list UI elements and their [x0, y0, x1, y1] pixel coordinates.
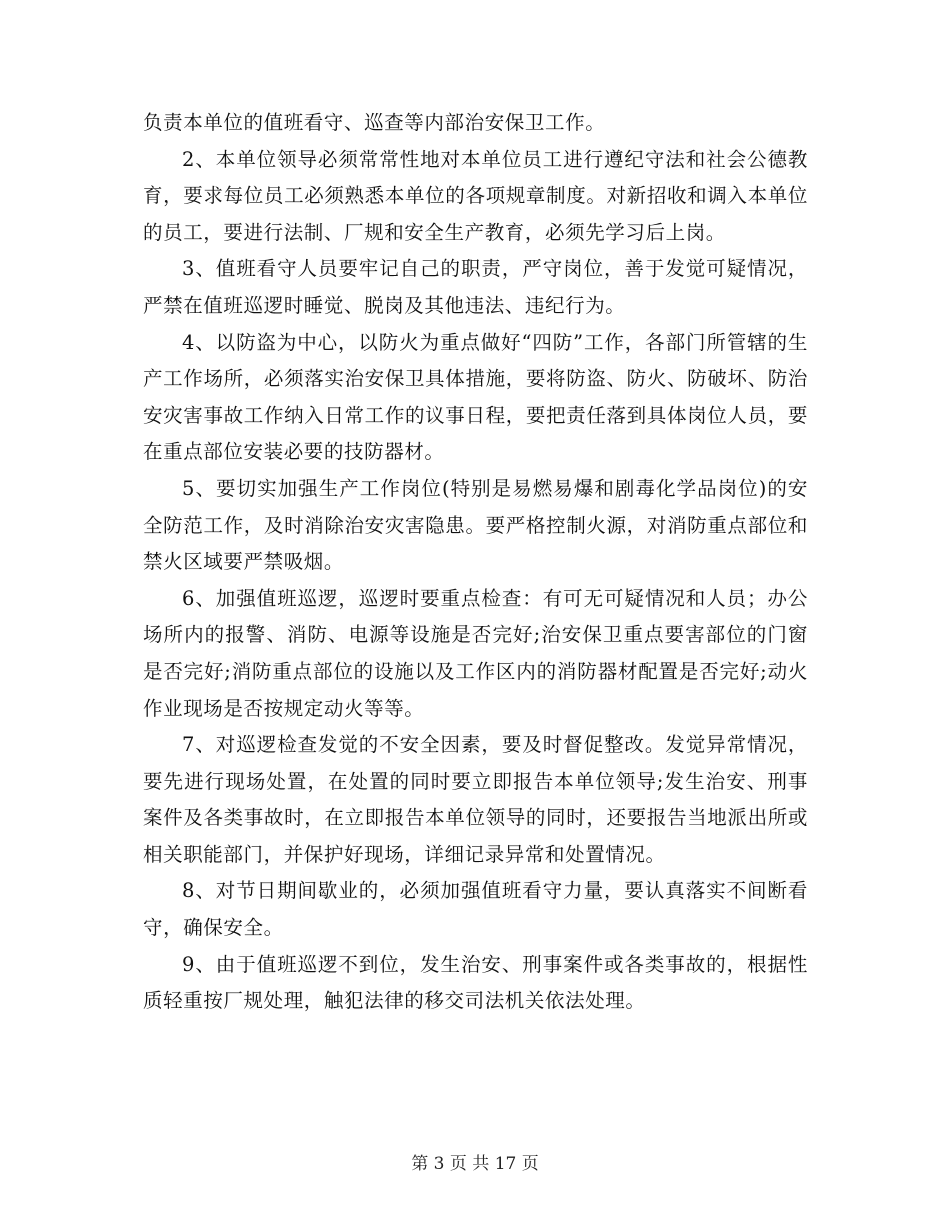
paragraph-item-5: 5、要切实加强生产工作岗位(特别是易燃易爆和剧毒化学品岗位)的安全防范工作，及时消除治安灾害隐患。要严格控制火源，对消防重点部位和禁火区域要严禁吸烟。 [143, 476, 808, 574]
page-footer [0, 1152, 950, 1176]
paragraph-item-2: 2、本单位领导必须常常性地对本单位员工进行遵纪守法和社会公德教育，要求每位员工必须熟悉本单位的各项规章制度。对新招收和调入本单位的员工，要进行法制、厂规和安全生产教育，必须先学习后上岗。 [143, 147, 808, 244]
paragraph-item-7: 7、对巡逻检查发觉的不安全因素，要及时督促整改。发觉异常情况，要先进行现场处置，在处置的同时要立即报告本单位领导;发生治安、刑事案件及各类事故时，在立即报告本单位领导的同时，还要报告当地派出所或相关职能部门，并保护好现场，详细记录异常和处置情况。 [143, 733, 808, 866]
paragraph-item-3: 3、值班看守人员要牢记自己的职责，严守岗位，善于发觉可疑情况，严禁在值班巡逻时睡觉、脱岗及其他违法、违纪行为。 [143, 257, 808, 317]
document-body [143, 105, 808, 1020]
paragraph-item-4: 4、以防盗为中心，以防火为重点做好“四防”工作，各部门所管辖的生产工作场所，必须落实治安保卫具体措施，要将防盗、防火、防破坏、防治安灾害事故工作纳入日常工作的议事日程，要把责任落到具体岗位人员，要在重点部位安装必要的技防器材。 [143, 330, 808, 464]
paragraph-item-9: 9、由于值班巡逻不到位，发生治安、刑事案件或各类事故的，根据性质轻重按厂规处理，触犯法律的移交司法机关依法处理。 [143, 952, 808, 1013]
paragraph-item-8: 8、对节日期间歇业的，必须加强值班看守力量，要认真落实不间断看守，确保安全。 [143, 879, 808, 940]
paragraph-continuation: 负责本单位的值班看守、巡查等内部治安保卫工作。 [143, 111, 606, 134]
page-number: 第 3 页 共 17 页 [411, 1154, 539, 1174]
paragraph-item-6: 6、加强值班巡逻，巡逻时要重点检查：有可无可疑情况和人员；办公场所内的报警、消防、电源等设施是否完好;治安保卫重点要害部位的门窗是否完好;消防重点部位的设施以及工作区内的消防器材配置是否完好;动火作业现场是否按规定动火等等。 [143, 586, 808, 720]
